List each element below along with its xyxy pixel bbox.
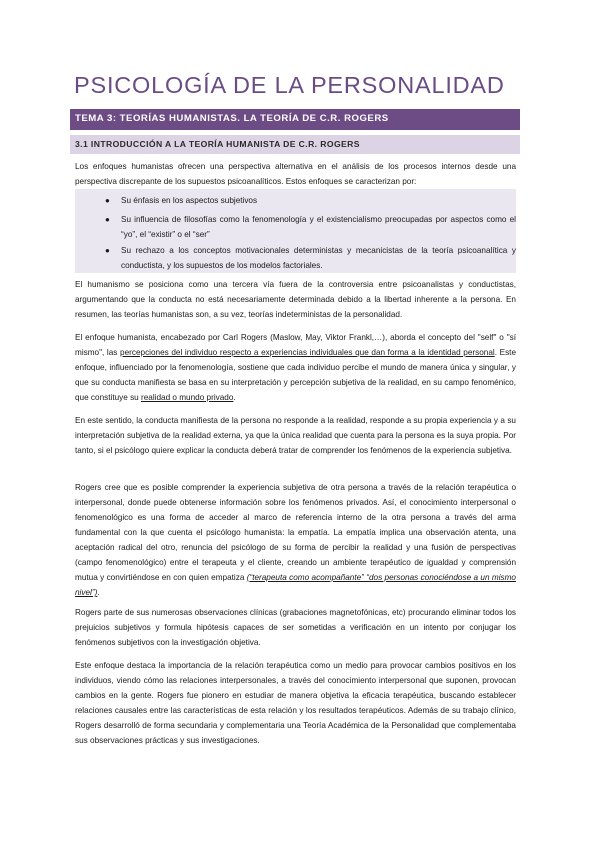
bullet-list-box <box>75 189 516 273</box>
paragraph-conducta-manifiesta: En este sentido, la conducta manifiesta de la persona no responde a la realidad, responde a su propia experiencia y a su interpretación subjetiva de la realidad externa, ya que la única realidad que cuenta para la persona es la suya propia. Por tanto, si el psicólogo quiere explicar la conducta deberá tratar de comprender los fenómenos de la experiencia subjetiva. <box>75 416 516 456</box>
underlined-mundo-privado: realidad o mundo privado <box>141 393 234 403</box>
list-item: ● Su rechazo a los conceptos motivacionales deterministas y mecanicistas de la teoría psicoanalítica y conductista, y los supuestos de los modelos factoriales. <box>75 243 516 273</box>
section-heading: 3.1 INTRODUCCIÓN A LA TEORÍA HUMANISTA DE C.R. ROGERS <box>75 139 360 149</box>
bullet-icon: ● <box>105 215 110 224</box>
paragraph-empatia: Rogers cree que es posible comprender la experiencia subjetiva de otra persona a través de la relación terapéutica o interpersonal, donde puede obtenerse información sobre los fenómenos privados. Así, el conocimiento interpersonal o fenomenológico es una forma de acceder al marco de referencia interno de la otra persona a través del arma fundamental con la que cuenta el psicólogo humanista: la empatía. La empatía implica una observación atenta, una aceptación radical del otro, renuncia del psicólogo de su forma de percibir la realidad y una fusión de perspectivas (campo fenomenológico) entre el terapeuta y el cliente, creando un ambiente terapéutico de igualdad y comprensión mutua y convirtiéndose en con quien empatiza (“terapeuta como acompañante” “dos personas conociéndose a un mismo nivel”). <box>75 483 516 598</box>
tema-heading-bar <box>70 109 520 130</box>
document-title: PSICOLOGÍA DE LA PERSONALIDAD <box>74 72 505 98</box>
tema-heading: TEMA 3: TEORÍAS HUMANISTAS. LA TEORÍA DE C.R. ROGERS <box>75 113 389 124</box>
list-item: ● Su énfasis en los aspectos subjetivos <box>75 193 516 208</box>
paragraph-humanismo: El humanismo se posiciona como una tercera vía fuera de la controversia entre psicoanalistas y conductistas, argumentando que la conducta no está necesariamente determinada debido a la libertad inherente a la persona. En resumen, las teorías humanistas son, a su vez, teorías indeterministas de la personalidad. <box>75 280 516 320</box>
bullet-icon: ● <box>105 196 110 205</box>
bullet-icon: ● <box>105 246 110 255</box>
paragraph-relacion-terapeutica: Este enfoque destaca la importancia de la relación terapéutica como un medio para provocar cambios positivos en los individuos, viendo cómo las relaciones interpersonales, a través del conocimiento interpersonal que suponen, provocan cambios en la gente. Rogers fue pionero en estudiar de manera objetiva la eficacia terapéutica, buscando establecer relaciones causales entre las características de esta relación y los resultados terapéuticos. Además de su trabajo clínico, Rogers desarrolló de forma secundaria y complementaria una Teoría Académica de la Personalidad que complementaba sus observaciones prácticas y sus investigaciones. <box>75 661 516 746</box>
underlined-percepciones: percepciones del individuo respecto a experiencias individuales que dan forma a la identidad personal <box>120 348 495 358</box>
section-heading-bar <box>70 135 520 154</box>
quote-terapeuta: (“terapeuta como acompañante” “dos personas conociéndose a un mismo nivel”) <box>75 573 516 598</box>
paragraph-enfoque-humanista: El enfoque humanista, encabezado por Carl Rogers (Maslow, May, Viktor Frankl,…), aborda el concepto del "self" o "sí mismo", las percepciones del individuo respecto a experiencias individuales que dan forma a la identidad personal. Este enfoque, influenciado por la fenomenología, sostiene que cada individuo percibe el mundo de manera única y singular, y que su conducta manifiesta se basa en su interpretación y percepción subjetiva de la realidad, en su campo fenoménico, que constituye su realidad o mundo privado. <box>75 333 517 403</box>
list-item: ● Su influencia de filosofías como la fenomenología y el existencialismo preocupadas por aspectos como el “yo”, el “existir” o el “ser” <box>75 212 516 242</box>
paragraph-observaciones: Rogers parte de sus numerosas observaciones clínicas (grabaciones magnetofónicas, etc) procurando eliminar todos los prejuicios subjetivos y formula hipótesis capaces de ser sometidas a verificación en un intento por conjugar los fenómenos subjetivos con la investigación objetiva. <box>75 608 516 648</box>
intro-paragraph: Los enfoques humanistas ofrecen una perspectiva alternativa en el análisis de los procesos internos desde una perspectiva discrepante de los supuestos psicoanalíticos. Estos enfoques se caracterizan por: <box>75 162 516 187</box>
